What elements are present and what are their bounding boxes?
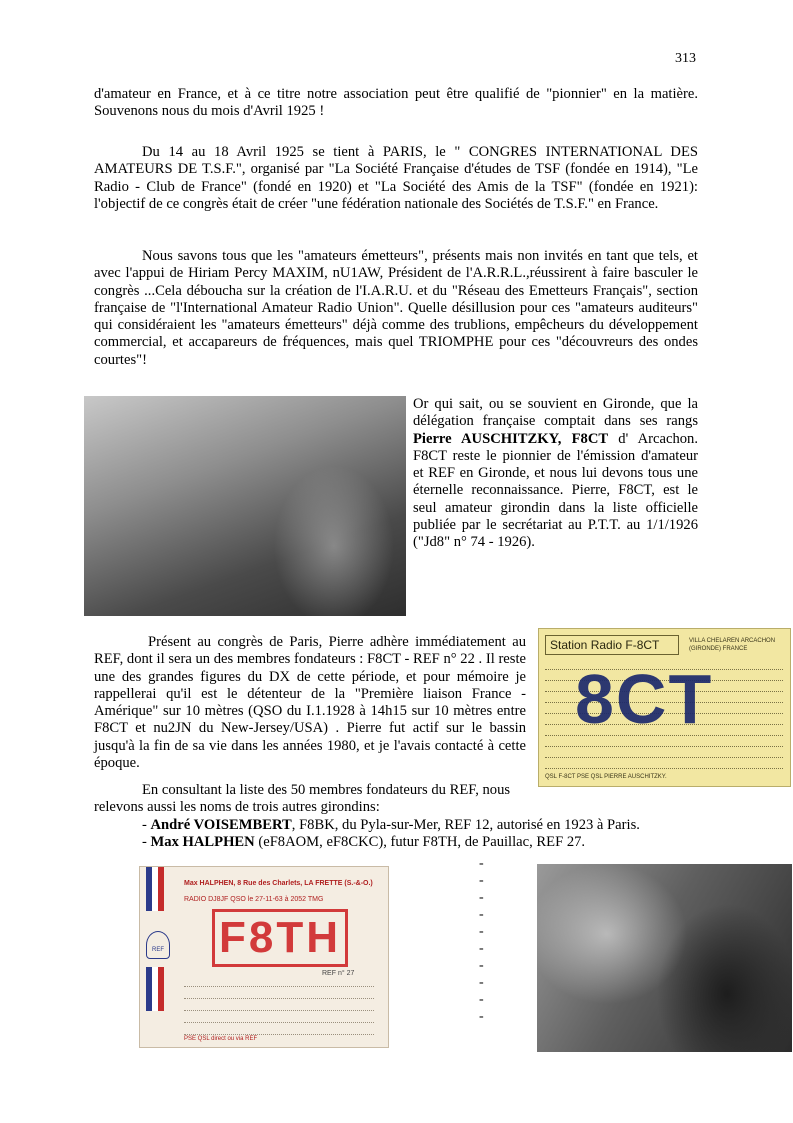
list-item: - Max HALPHEN (eF8AOM, eF8CKC), futur F8TH, de Pauillac, REF 27. — [142, 834, 586, 851]
paragraph-auschitzky — [413, 396, 698, 552]
dash: - — [479, 975, 484, 990]
paragraph-ref-founder: Présent au congrès de Paris, Pierre adhère immédiatement au REF, dont il sera un des membres fondateurs : F8CT - REF n° 22 . Il reste une des grandes figures du DX de cette période, et pour mémoire je rappellerai qu'il est le détenteur de la "Première liaison France - Amérique" sur 10 mètres (QSO du I.1.1928 à 14h15 sur 10 mètres entre F8CT et nu2JN du New-Jersey/USA) . Pierre fut actif sur le bassin jusqu'à la fin de sa vie dans les années 1980, et je l'avais contacté à cette époque. — [94, 634, 526, 772]
photo-operator-portrait — [537, 864, 792, 1052]
dash: - — [479, 958, 484, 973]
qsl-f8th-form-lines — [184, 975, 374, 1035]
text-after: d' Arcachon. F8CT reste le pionnier de l'émission d'amateur et REF en Gironde, et nous lui devons tous une éternelle reconnaissance. Pierre, F8CT, est le seul amateur girondin dans la liste officielle publiée par le secrétariat au P.T.T. au 1/1/1926 ("Jd8" n° 74 - 1926). — [413, 430, 698, 551]
paragraph-emetteurs: Nous savons tous que les "amateurs émetteurs", présents mais non invités en tant que tels, et avec l'appui de Hiriam Percy MAXIM, nU1AW, Président de l'A.R.R.L.,réussirent à faire basculer le congrès ...Cela déboucha sur la création de l'I.A.R.U. et du "Réseau des Emetteurs Français", section française de "l'International Amateur Radio Union". Quelle désillusion pour ces "amateurs auditeurs" qui considéraient les "amateurs émetteurs" déjà comme des trublions, empêcheurs du développement commercial, et accapareurs de fréquences, mais quel TRIOMPHE pour ces "découvreurs des ondes courtes"! — [94, 248, 698, 368]
flag-stripe-red — [158, 867, 164, 911]
qsl-8ct-address: VILLA CHELAREN ARCACHON (GIRONDE) FRANCE — [689, 638, 776, 652]
qsl-8ct-footer: QSL F-8CT PSE QSL PIERRE AUSCHITZKY. — [545, 774, 667, 780]
ref-emblem-icon: REF — [146, 931, 170, 959]
text-before: Or qui sait, ou se souvient en Gironde, que la délégation française comptait dans ses rangs — [413, 396, 698, 430]
dash: - — [479, 907, 484, 922]
dash: - — [479, 856, 484, 871]
name-auschitzky: Pierre AUSCHITZKY, F8CT — [413, 430, 609, 447]
qsl-f8th-callsign: F8TH — [212, 909, 348, 967]
founders-list — [142, 817, 722, 852]
dash: - — [479, 873, 484, 888]
dash: - — [479, 890, 484, 905]
paragraph-congress: Du 14 au 18 Avril 1925 se tient à PARIS, le " CONGRES INTERNATIONAL DES AMATEURS DE T.S.F.", organisé par "La Société Française d'études de TSF (fondée en 1914), "Le Radio - Club de France" (fondé en 1920) et "La Société des Amis de la TSF" (fondée en 1921): l'objectif de ce congrès était de créer "une fédération nationale des Sociétés de T.S.F." en France. — [94, 144, 698, 212]
dash: - — [479, 992, 484, 1007]
qsl-f8th-radio: RADIO DJ8JF QSO le 27-11-63 à 2052 TMG — [184, 896, 324, 903]
paragraph-founders-list: En consultant la liste des 50 membres fondateurs du REF, nous relevons aussi les noms de trois autres girondins: — [94, 782, 511, 816]
qsl-8ct-callsign: 8CT — [575, 660, 714, 738]
dash: - — [479, 924, 484, 939]
qsl-8ct-header: Station Radio F-8CT — [545, 635, 679, 655]
qsl-f8th-ref: REF n° 27 — [322, 970, 355, 977]
qsl-card-f8th — [139, 866, 389, 1048]
list-item: - André VOISEMBERT, F8BK, du Pyla-sur-Mer, REF 12, autorisé en 1923 à Paris. — [142, 817, 640, 833]
qsl-f8th-name: Max HALPHEN, 8 Rue des Charlets, LA FRETTE (S.-&-O.) — [184, 880, 373, 887]
page-number: 313 — [675, 51, 696, 66]
dash: - — [479, 941, 484, 956]
dash: - — [479, 1009, 484, 1024]
qsl-card-8ct — [538, 628, 791, 787]
photo-radio-operator — [84, 396, 406, 616]
paragraph-intro: d'amateur en France, et à ce titre notre association peut être qualifié de "pionnier" en la matière. Souvenons nous du mois d'Avril 1925 ! — [94, 86, 698, 120]
flag-stripe-red — [158, 967, 164, 1011]
qsl-f8th-footer: PSE QSL direct ou via REF — [184, 1036, 258, 1042]
